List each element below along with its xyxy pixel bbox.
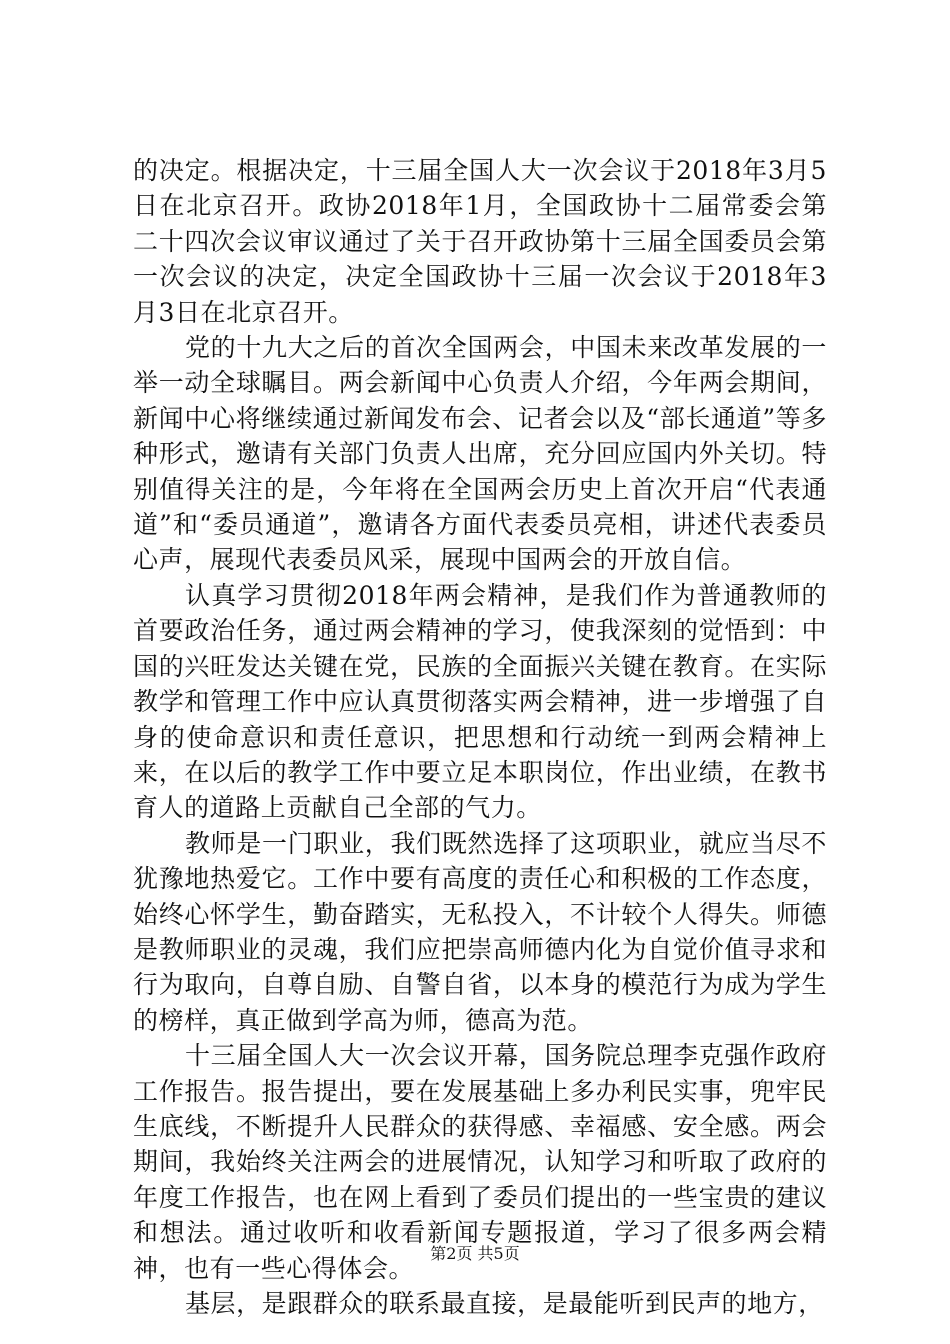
paragraph-5: 十三届全国人大一次会议开幕，国务院总理李克强作政府工作报告。报告提出，要在发展基础上多办利民实事，兜牢民生底线，不断提升人民群众的获得感、幸福感、安全感。两会期间，我始终关注两会的进展情况，认知学习和听取了政府的年度工作报告，也在网上看到了委员们提出的一些宝贵的建议和想法。通过收听和收看新闻专题报道，学习了很多两会精神，也有一些心得体会。	[133, 1041, 827, 1283]
document-body	[133, 153, 827, 1321]
paragraph-4: 教师是一门职业，我们既然选择了这项职业，就应当尽不犹豫地热爱它。工作中要有高度的责任心和积极的工作态度，始终心怀学生，勤奋踏实，无私投入，不计较个人得失。师德是教师职业的灵魂，我们应把崇高师德内化为自觉价值寻求和行为取向，自尊自励、自警自省，以本身的模范行为成为学生的榜样，真正做到学高为师，德高为范。	[133, 828, 827, 1035]
paragraph-2: 党的十九大之后的首次全国两会，中国未来改革发展的一举一动全球瞩目。两会新闻中心负责人介绍，今年两会期间，新闻中心将继续通过新闻发布会、记者会以及“部长通道”等多种形式，邀请有关部门负责人出席，充分回应国内外关切。特别值得关注的是，今年将在全国两会历史上首次开启“代表通道”和“委员通道”，邀请各方面代表委员亮相，讲述代表委员心声，展现代表委员风采，展现中国两会的开放自信。	[133, 333, 827, 575]
page-number-footer: 第2页 共5页	[430, 1244, 520, 1263]
paragraph-6: 基层，是跟群众的联系最直接，是最能听到民声的地方，	[185, 1289, 824, 1318]
paragraph-1: 的决定。根据决定，十三届全国人大一次会议于2018年3月5日在北京召开。政协2018年1月，全国政协十二届常委会第二十四次会议审议通过了关于召开政协第十三届全国委员会第一次会议的决定，决定全国政协十三届一次会议于2018年3月3日在北京召开。	[133, 156, 827, 327]
paragraph-3: 认真学习贯彻2018年两会精神，是我们作为普通教师的首要政治任务，通过两会精神的学习，使我深刻的觉悟到：中国的兴旺发达关键在党，民族的全面振兴关键在教育。在实际教学和管理工作中应认真贯彻落实两会精神，进一步增强了自身的使命意识和责任意识，把思想和行动统一到两会精神上来，在以后的教学工作中要立足本职岗位，作出业绩，在教书育人的道路上贡献自己全部的气力。	[133, 580, 827, 823]
